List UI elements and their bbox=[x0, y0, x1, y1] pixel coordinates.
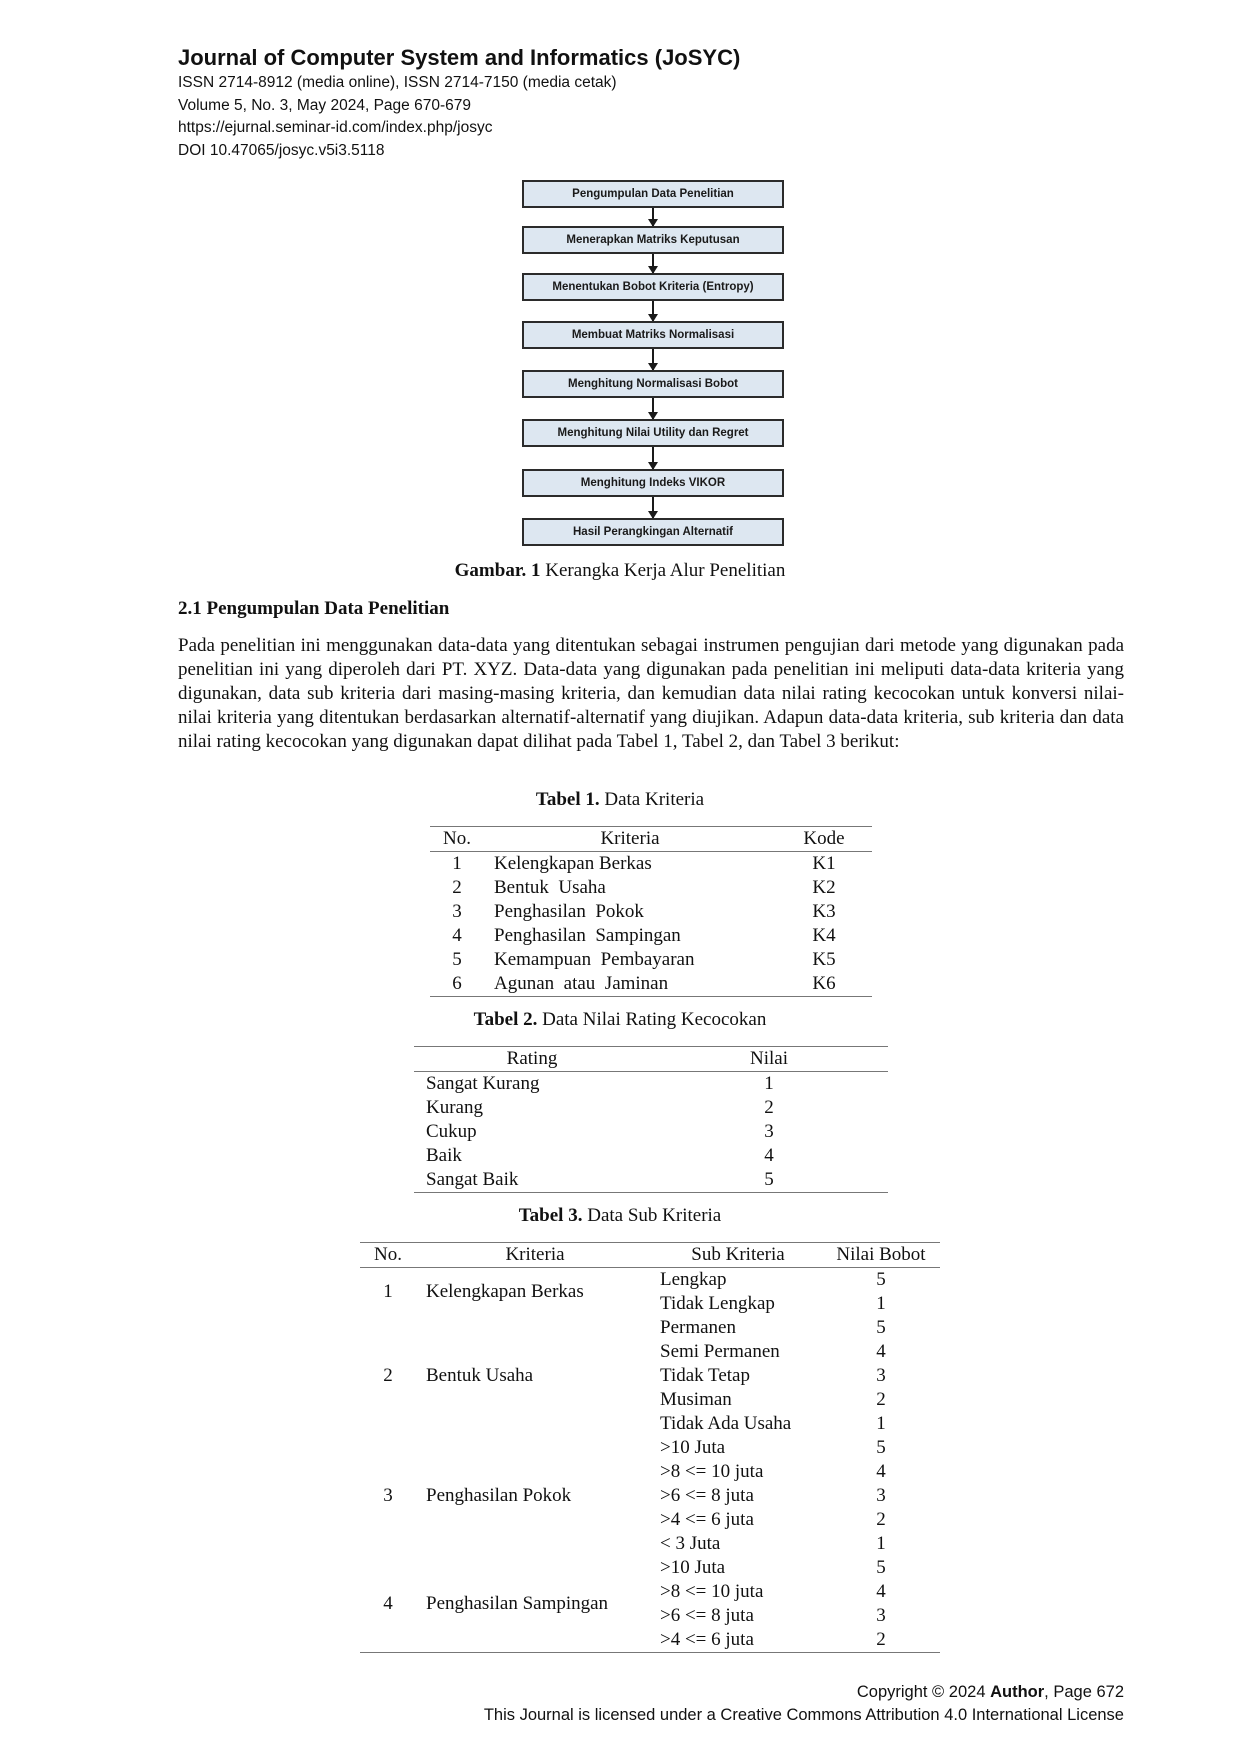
flow-arrow bbox=[652, 254, 654, 273]
flow-step: Hasil Perangkingan Alternatif bbox=[522, 518, 784, 546]
table-cell: < 3 Juta bbox=[660, 1533, 721, 1554]
table-cell: 2 bbox=[383, 1365, 393, 1386]
table-cell: 1 bbox=[452, 853, 462, 874]
column-header: Nilai bbox=[650, 1047, 888, 1072]
table-sub-kriteria bbox=[360, 1242, 940, 1653]
table-row bbox=[360, 1436, 940, 1460]
table-kriteria bbox=[430, 826, 872, 997]
table-cell: Permanen bbox=[660, 1317, 736, 1338]
table-row bbox=[430, 948, 872, 972]
table-cell: >4 <= 6 juta bbox=[660, 1509, 754, 1530]
table-cell: 1 bbox=[876, 1413, 886, 1434]
table-cell: Penghasilan Pokok bbox=[426, 1485, 572, 1506]
table3-caption-label: Tabel 3. bbox=[518, 1205, 583, 1226]
table-cell: Penghasilan Sampingan bbox=[494, 925, 681, 946]
table-cell: 5 bbox=[876, 1437, 886, 1458]
table-cell: Sangat Kurang bbox=[426, 1073, 540, 1094]
table-cell: >8 <= 10 juta bbox=[660, 1461, 764, 1482]
table-row bbox=[430, 972, 872, 997]
table-cell: Penghasilan Pokok bbox=[494, 901, 644, 922]
flow-step: Membuat Matriks Normalisasi bbox=[522, 321, 784, 349]
table-cell: Cukup bbox=[426, 1121, 477, 1142]
section-paragraph: Pada penelitian ini menggunakan data-data yang ditentukan sebagai instrumen pengujian dari metode yang digunakan pada penelitian ini yang diperoleh dari PT. XYZ. Data-data yang digunakan pada penelitian ini meliputi data-data kriteria yang digunakan, data sub kriteria dari masing-masing kriteria, dan kemudian data nilai rating kecocokan untuk konversi nilai-nilai kriteria yang ditentukan berdasarkan alternatif-alternatif yang diujikan. Adapun data-data kriteria, sub kriteria dan data nilai rating kecocokan yang digunakan dapat dilihat pada Tabel 1, Tabel 2, dan Tabel 3 berikut: bbox=[178, 635, 1124, 752]
table-cell: 5 bbox=[876, 1557, 886, 1578]
table-cell: 2 bbox=[876, 1389, 886, 1410]
flow-arrow bbox=[652, 398, 654, 419]
table-cell: Sangat Baik bbox=[426, 1169, 519, 1190]
table2-caption-text: Data Nilai Rating Kecocokan bbox=[542, 1009, 767, 1030]
table-cell: 5 bbox=[764, 1169, 774, 1190]
flow-step: Menghitung Nilai Utility dan Regret bbox=[522, 419, 784, 447]
table-cell: 1 bbox=[876, 1533, 886, 1554]
column-header: Rating bbox=[414, 1047, 650, 1072]
table1-caption-label: Tabel 1. bbox=[535, 789, 600, 810]
journal-title: Journal of Computer System and Informatics (JoSYC) bbox=[178, 45, 741, 70]
table-cell: >8 <= 10 juta bbox=[660, 1581, 764, 1602]
table-cell: Penghasilan Sampingan bbox=[426, 1593, 609, 1614]
table-header-row bbox=[430, 827, 872, 852]
table1-caption-text: Data Kriteria bbox=[604, 789, 705, 810]
flow-arrow bbox=[652, 208, 654, 226]
table-cell: Kelengkapan Berkas bbox=[494, 853, 652, 874]
column-header: Kode bbox=[776, 827, 872, 852]
column-header: No. bbox=[430, 827, 484, 852]
figure-caption-text: Kerangka Kerja Alur Penelitian bbox=[545, 560, 786, 581]
table-cell: 2 bbox=[764, 1097, 774, 1118]
flow-arrow bbox=[652, 447, 654, 469]
figure-caption bbox=[0, 559, 1240, 583]
table-cell: 4 bbox=[876, 1581, 886, 1602]
table-cell: >6 <= 8 juta bbox=[660, 1605, 754, 1626]
flow-arrow bbox=[652, 349, 654, 370]
table2-caption-label: Tabel 2. bbox=[473, 1009, 538, 1030]
table-header-row bbox=[414, 1047, 888, 1072]
table-cell: K5 bbox=[812, 949, 836, 970]
table-cell: 4 bbox=[764, 1145, 774, 1166]
table-cell: 5 bbox=[876, 1269, 886, 1290]
table-row bbox=[414, 1120, 888, 1144]
flow-step: Menerapkan Matriks Keputusan bbox=[522, 226, 784, 254]
table-cell: 1 bbox=[764, 1073, 774, 1094]
table-row bbox=[414, 1072, 888, 1097]
table-row bbox=[414, 1096, 888, 1120]
column-header: Sub Kriteria bbox=[654, 1243, 822, 1268]
table-cell: Tidak Tetap bbox=[660, 1365, 750, 1386]
copyright-prefix: Copyright © 2024 bbox=[856, 1683, 991, 1701]
flow-step: Pengumpulan Data Penelitian bbox=[522, 180, 784, 208]
page-footer bbox=[484, 1681, 1124, 1727]
table-cell: 5 bbox=[876, 1317, 886, 1338]
table-cell: >4 <= 6 juta bbox=[660, 1629, 754, 1650]
table-row bbox=[430, 876, 872, 900]
table-cell: 3 bbox=[876, 1365, 886, 1386]
flow-arrow bbox=[652, 301, 654, 321]
copyright-author: Author bbox=[990, 1683, 1045, 1701]
table-row bbox=[430, 924, 872, 948]
table2-caption bbox=[0, 1008, 1240, 1032]
column-header: Kriteria bbox=[416, 1243, 654, 1268]
table-cell: Tidak Ada Usaha bbox=[660, 1413, 792, 1434]
table-cell: Baik bbox=[426, 1145, 462, 1166]
table-cell: Agunan atau Jaminan bbox=[494, 973, 669, 994]
table-row bbox=[414, 1168, 888, 1193]
table-cell: K1 bbox=[812, 853, 836, 874]
table-cell: 5 bbox=[452, 949, 462, 970]
table-cell: >10 Juta bbox=[660, 1437, 726, 1458]
flow-step: Menghitung Normalisasi Bobot bbox=[522, 370, 784, 398]
table-cell: 4 bbox=[876, 1461, 886, 1482]
table-cell: 4 bbox=[452, 925, 462, 946]
table-cell: Kelengkapan Berkas bbox=[426, 1281, 584, 1302]
table3-caption bbox=[0, 1204, 1240, 1228]
table-cell: 3 bbox=[876, 1605, 886, 1626]
section-heading: 2.1 Pengumpulan Data Penelitian bbox=[178, 598, 450, 619]
license-line[interactable]: This Journal is licensed under a Creative Commons Attribution 4.0 International License bbox=[483, 1706, 1124, 1724]
table-cell: Semi Permanen bbox=[660, 1341, 780, 1362]
table-cell: >10 Juta bbox=[660, 1557, 726, 1578]
flow-arrow bbox=[652, 497, 654, 518]
table-cell: >6 <= 8 juta bbox=[660, 1485, 754, 1506]
table-row bbox=[360, 1268, 940, 1293]
doi-line: DOI 10.47065/josyc.v5i3.5118 bbox=[178, 141, 385, 159]
table-cell: K2 bbox=[812, 877, 836, 898]
table1-caption bbox=[0, 788, 1240, 812]
figure-caption-label: Gambar. 1 bbox=[454, 560, 541, 581]
table-cell: 3 bbox=[383, 1485, 393, 1506]
flow-step: Menentukan Bobot Kriteria (Entropy) bbox=[522, 273, 784, 301]
table-cell: Tidak Lengkap bbox=[660, 1293, 775, 1314]
table-cell: 2 bbox=[876, 1629, 886, 1650]
column-header: Kriteria bbox=[484, 827, 776, 852]
table-cell: Bentuk Usaha bbox=[426, 1365, 534, 1386]
table-cell: Lengkap bbox=[660, 1269, 727, 1290]
table-cell: 2 bbox=[876, 1509, 886, 1530]
issn-line: ISSN 2714-8912 (media online), ISSN 2714-7150 (media cetak) bbox=[178, 74, 617, 91]
table-cell: Kurang bbox=[426, 1097, 483, 1118]
table-row bbox=[430, 900, 872, 924]
journal-header bbox=[178, 44, 740, 162]
copyright-suffix: , Page 672 bbox=[1044, 1683, 1124, 1701]
table-cell: K3 bbox=[812, 901, 836, 922]
table-cell: 1 bbox=[383, 1281, 393, 1302]
table-cell: 3 bbox=[452, 901, 462, 922]
table-row bbox=[414, 1144, 888, 1168]
table-row bbox=[430, 852, 872, 877]
table-cell: Musiman bbox=[660, 1389, 732, 1410]
journal-url[interactable]: https://ejurnal.seminar-id.com/index.php/josyc bbox=[178, 119, 493, 136]
column-header: Nilai Bobot bbox=[822, 1243, 940, 1268]
table3-caption-text: Data Sub Kriteria bbox=[587, 1205, 722, 1226]
table-rating bbox=[414, 1046, 888, 1193]
table-row bbox=[360, 1316, 940, 1340]
table-cell: Bentuk Usaha bbox=[494, 877, 606, 898]
table-cell: 3 bbox=[876, 1485, 886, 1506]
table-cell: 3 bbox=[764, 1121, 774, 1142]
table-cell: 4 bbox=[383, 1593, 393, 1614]
table-header-row bbox=[360, 1243, 940, 1268]
table-cell: 1 bbox=[876, 1293, 886, 1314]
table-cell: 6 bbox=[452, 973, 462, 994]
volume-line: Volume 5, No. 3, May 2024, Page 670-679 bbox=[178, 96, 471, 114]
table-row bbox=[360, 1556, 940, 1580]
table-cell: 2 bbox=[452, 877, 462, 898]
table-cell: K4 bbox=[812, 925, 836, 946]
flow-step: Menghitung Indeks VIKOR bbox=[522, 469, 784, 497]
table-cell: Kemampuan Pembayaran bbox=[494, 949, 695, 970]
column-header: No. bbox=[360, 1243, 416, 1268]
table-cell: K6 bbox=[812, 973, 836, 994]
copyright-line bbox=[484, 1681, 1124, 1704]
table-cell: 4 bbox=[876, 1341, 886, 1362]
